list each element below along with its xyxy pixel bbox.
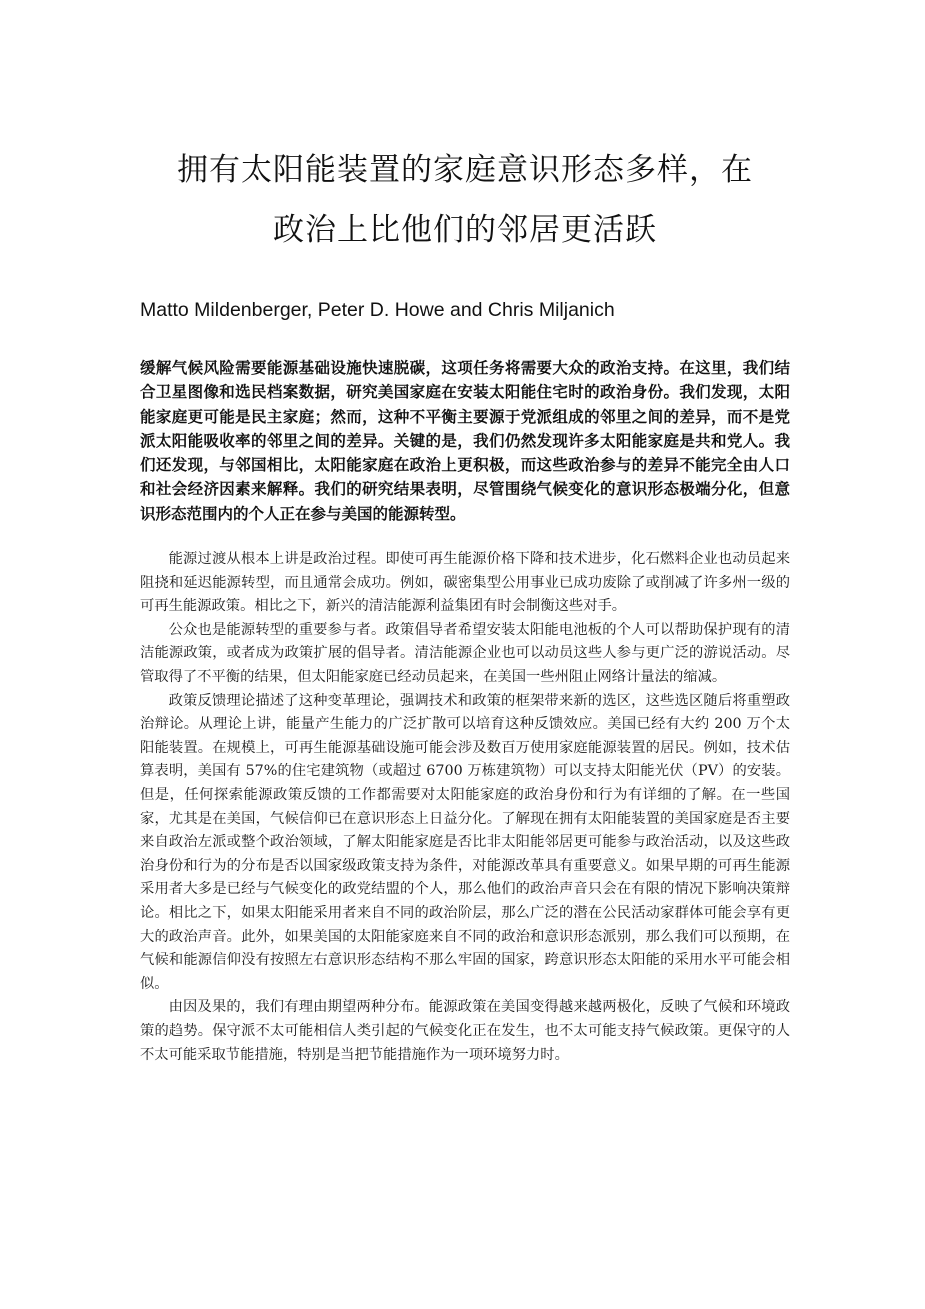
body-paragraph-4: 由因及果的，我们有理由期望两种分布。能源政策在美国变得越来越两极化，反映了气候和环境政策的趋势。保守派不太可能相信人类引起的气候变化正在发生，也不太可能支持气候政策。更保守的人不太可能采取节能措施，特别是当把节能措施作为一项环境努力时。 [140, 999, 790, 1063]
title-line-2: 政治上比他们的邻居更活跃 [273, 212, 657, 248]
body-paragraph-2: 公众也是能源转型的重要参与者。政策倡导者希望安装太阳能电池板的个人可以帮助保护现有的清洁能源政策，或者成为政策扩展的倡导者。清洁能源企业也可以动员这些人参与更广泛的游说活动。尽管取得了不平衡的结果，但太阳能家庭已经动员起来，在美国一些州阻止网络计量法的缩减。 [140, 621, 790, 686]
paper-page [140, 140, 790, 1067]
abstract: 缓解气候风险需要能源基础设施快速脱碳，这项任务将需要大众的政治支持。在这里，我们结合卫星图像和选民档案数据，研究美国家庭在安装太阳能住宅时的政治身份。我们发现，太阳能家庭更可能是民主家庭；然而，这种不平衡主要源于党派组成的邻里之间的差异，而不是党派太阳能吸收率的邻里之间的差异。关键的是，我们仍然发现许多太阳能家庭是共和党人。我们还发现，与邻国相比，太阳能家庭在政治上更积极，而这些政治参与的差异不能完全由人口和社会经济因素来解释。我们的研究结果表明，尽管围绕气候变化的意识形态极端分化，但意识形态范围内的个人正在参与美国的能源转型。 [140, 359, 790, 523]
author-list: Matto Mildenberger, Peter D. Howe and Chris Miljanich [140, 299, 615, 321]
paper-title [140, 140, 790, 260]
body-paragraph-3: 政策反馈理论描述了这种变革理论，强调技术和政策的框架带来新的选区，这些选区随后将重塑政治辩论。从理论上讲，能量产生能力的广泛扩散可以培育这种反馈效应。美国已经有大约 200 万个太阳能装置。在规模上，可再生能源基础设施可能会涉及数百万使用家庭能源装置的居民。例如，技术估算表明，美国有 57%的住宅建筑物（或超过 6700 万栋建筑物）可以支持太阳能光伏（PV）的安装。但是，任何探索能源政策反馈的工作都需要对太阳能家庭的政治身份和行为有详细的了解。在一些国家，尤其是在美国，气候信仰已在意识形态上日益分化。了解现在拥有太阳能装置的美国家庭是否主要来自政治左派或整个政治领域，了解太阳能家庭是否比非太阳能邻居更可能参与政治活动，以及这些政治身份和行为的分布是否以国家级政策支持为条件，对能源改革具有重要意义。如果早期的可再生能源采用者大多是已经与气候变化的政党结盟的个人，那么他们的政治声音只会在有限的情况下影响决策辩论。相比之下，如果太阳能采用者来自不同的政治阶层，那么广泛的潜在公民活动家群体可能会享有更大的政治声音。此外，如果美国的太阳能家庭来自不同的政治和意识形态派别，那么我们可以预期，在气候和能源信仰没有按照左右意识形态结构不那么牢固的国家，跨意识形态太阳能的采用水平可能会相似。 [140, 692, 790, 992]
body-paragraph-1: 能源过渡从根本上讲是政治过程。即使可再生能源价格下降和技术进步，化石燃料企业也动员起来阻挠和延迟能源转型，而且通常会成功。例如，碳密集型公用事业已成功废除了或削减了许多州一级的可再生能源政策。相比之下，新兴的清洁能源利益集团有时会制衡这些对手。 [140, 551, 790, 615]
title-line-1: 拥有太阳能装置的家庭意识形态多样，在 [177, 152, 753, 188]
body-text [140, 548, 790, 1067]
